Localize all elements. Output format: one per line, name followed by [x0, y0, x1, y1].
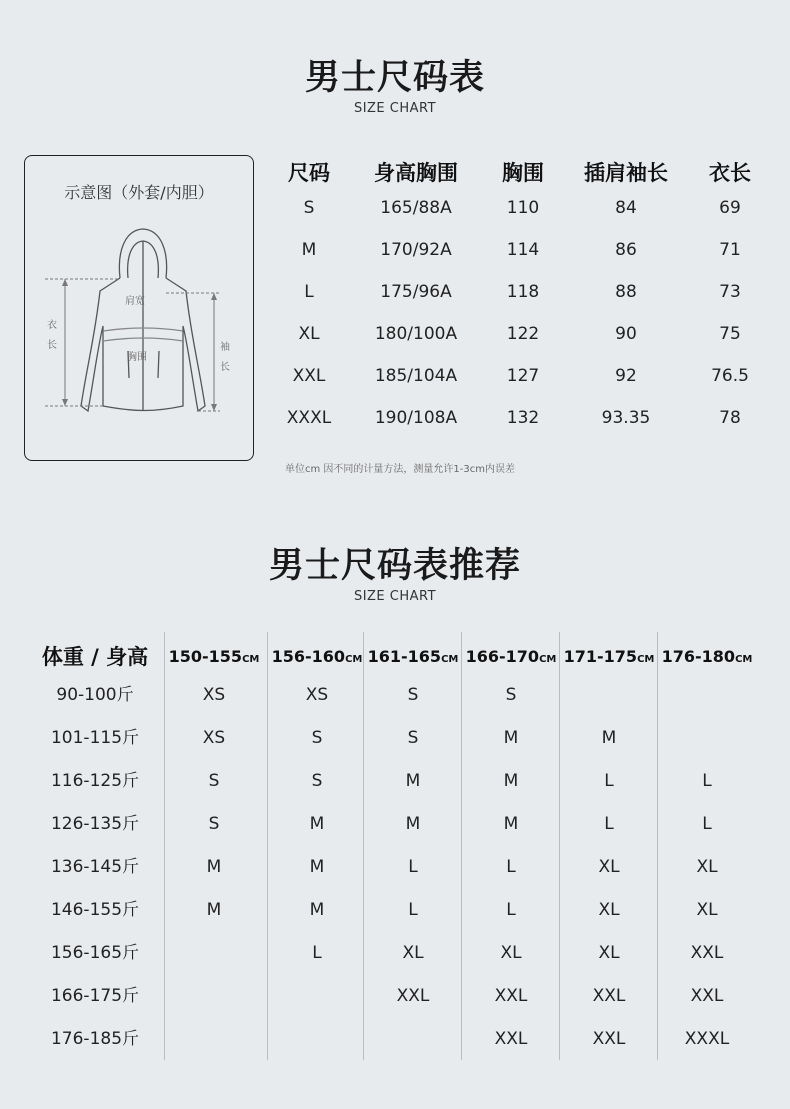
table-cell: 90 [615, 324, 637, 344]
table-cell: 118 [506, 282, 540, 302]
diagram-label: 示意图（外套/内胆） [64, 183, 214, 202]
table-cell: 73 [719, 282, 741, 302]
recommended-size-cell: L [604, 771, 614, 791]
recommended-size-cell: M [309, 857, 325, 877]
table-cell: XXL [292, 366, 326, 386]
table-cell: 170/92A [380, 240, 452, 260]
weight-range-label: 101-115斤 [50, 728, 140, 748]
recommended-size-cell [165, 938, 263, 968]
recommended-size-cell: XS [202, 685, 226, 705]
size-chart-subtitle: SIZE CHART [353, 101, 437, 116]
column-header: 胸围 [502, 161, 544, 185]
height-unit: CM [539, 654, 557, 665]
table-cell: 180/100A [374, 324, 458, 344]
size-recommendation-grid [0, 632, 790, 1062]
table-row [258, 313, 790, 355]
table-row [258, 355, 790, 397]
height-range-header [165, 642, 263, 672]
table-cell: L [304, 282, 314, 302]
weight-range-label: 126-135斤 [50, 814, 140, 834]
recommended-size-cell [658, 680, 756, 710]
height-unit: CM [441, 654, 459, 665]
weight-range-label: 176-185斤 [50, 1029, 140, 1049]
height-range-header [268, 642, 366, 672]
recommended-size-cell: S [311, 771, 323, 791]
jacket-illustration [25, 156, 255, 462]
table-cell: 110 [506, 198, 540, 218]
recommend-title: 男士尺码表推荐 [268, 546, 521, 586]
recommend-subtitle: SIZE CHART [353, 589, 437, 604]
recommended-size-cell [165, 1024, 263, 1054]
height-range-value: 166-170 [465, 647, 540, 666]
recommended-size-cell: XL [598, 857, 620, 877]
table-cell: 76.5 [711, 366, 749, 386]
recommended-size-cell: XL [500, 943, 522, 963]
height-range-header [462, 642, 560, 672]
recommended-size-cell: M [405, 814, 421, 834]
recommended-size-cell: M [503, 814, 519, 834]
height-unit: CM [735, 654, 753, 665]
table-cell: 114 [506, 240, 540, 260]
table-cell: 86 [615, 240, 637, 260]
recommended-size-cell: L [702, 771, 712, 791]
recommended-size-cell: M [309, 814, 325, 834]
recommended-size-cell: L [702, 814, 712, 834]
recommended-size-cell: XL [598, 900, 620, 920]
chest-label: 胸围 [127, 352, 147, 363]
height-range-value: 176-180 [661, 647, 736, 666]
height-range-header [364, 642, 462, 672]
recommended-size-cell: L [506, 900, 516, 920]
recommended-size-cell: XL [402, 943, 424, 963]
recommended-size-cell: S [311, 728, 323, 748]
height-range-value: 161-165 [367, 647, 442, 666]
table-cell: 84 [615, 198, 637, 218]
height-unit: CM [345, 654, 363, 665]
recommended-size-cell [364, 1024, 462, 1054]
table-cell: 122 [506, 324, 540, 344]
recommended-size-cell [658, 723, 756, 753]
shoulder-width-label: 肩宽 [125, 296, 145, 307]
recommended-size-cell: XXXL [684, 1029, 730, 1049]
height-range-value: 150-155 [168, 647, 243, 666]
table-cell: 93.35 [601, 408, 651, 428]
recommended-size-cell: XL [696, 900, 718, 920]
recommended-size-cell [165, 981, 263, 1011]
recommended-size-cell: XXL [592, 986, 626, 1006]
length-label: 衣长 [47, 320, 57, 351]
height-range-value: 156-160 [271, 647, 346, 666]
height-unit: CM [242, 654, 260, 665]
table-cell: 88 [615, 282, 637, 302]
table-row [258, 229, 790, 271]
recommended-size-cell: XXL [494, 1029, 528, 1049]
weight-range-label: 166-175斤 [50, 986, 140, 1006]
recommended-size-cell: XXL [690, 943, 724, 963]
weight-range-label: 116-125斤 [50, 771, 140, 791]
recommended-size-cell: XXL [690, 986, 724, 1006]
recommended-size-cell: S [208, 771, 220, 791]
table-cell: 132 [506, 408, 540, 428]
grid-corner-label: 体重 / 身高 [41, 645, 149, 669]
table-cell: 175/96A [380, 282, 452, 302]
table-cell: 71 [719, 240, 741, 260]
column-header: 尺码 [288, 161, 330, 185]
recommended-size-cell: L [506, 857, 516, 877]
recommended-size-cell: XL [598, 943, 620, 963]
table-cell: XXXL [286, 408, 332, 428]
height-range-header [658, 642, 756, 672]
height-range-header [560, 642, 658, 672]
weight-range-label: 90-100斤 [56, 685, 134, 705]
table-cell: S [303, 198, 315, 218]
recommended-size-cell [268, 1024, 366, 1054]
recommended-size-cell: S [208, 814, 220, 834]
recommended-size-cell: L [312, 943, 322, 963]
recommended-size-cell: M [206, 900, 222, 920]
recommended-size-cell: XXL [494, 986, 528, 1006]
recommended-size-cell: XS [202, 728, 226, 748]
recommended-size-cell: M [601, 728, 617, 748]
recommended-size-cell: M [503, 771, 519, 791]
height-range-value: 171-175 [563, 647, 638, 666]
recommended-size-cell [268, 981, 366, 1011]
table-cell: 165/88A [380, 198, 452, 218]
recommended-size-cell: XXL [396, 986, 430, 1006]
recommended-size-cell: M [206, 857, 222, 877]
measurement-note: 单位cm 因不同的计量方法，测量允许1-3cm内误差 [285, 464, 515, 475]
recommended-size-cell: L [408, 857, 418, 877]
recommended-size-cell: M [309, 900, 325, 920]
recommended-size-cell: L [408, 900, 418, 920]
recommended-size-cell [560, 680, 658, 710]
recommended-size-cell: XXL [592, 1029, 626, 1049]
recommended-size-cell: S [505, 685, 517, 705]
recommended-size-cell: S [407, 685, 419, 705]
recommended-size-cell: L [604, 814, 614, 834]
table-cell: 127 [506, 366, 540, 386]
weight-range-label: 146-155斤 [50, 900, 140, 920]
recommended-size-cell: M [405, 771, 421, 791]
recommended-size-cell: S [407, 728, 419, 748]
jacket-diagram [24, 155, 254, 461]
table-cell: XL [298, 324, 320, 344]
size-chart-title: 男士尺码表 [304, 58, 485, 98]
table-row [258, 187, 790, 229]
table-row [258, 271, 790, 313]
table-row [258, 397, 790, 439]
sleeve-length-label: 袖长 [220, 342, 230, 373]
table-cell: 75 [719, 324, 741, 344]
column-header: 插肩袖长 [584, 161, 668, 185]
weight-range-label: 136-145斤 [50, 857, 140, 877]
table-cell: 78 [719, 408, 741, 428]
column-header: 衣长 [709, 161, 751, 185]
table-cell: M [301, 240, 317, 260]
table-cell: 69 [719, 198, 741, 218]
height-unit: CM [637, 654, 655, 665]
weight-range-label: 156-165斤 [50, 943, 140, 963]
table-cell: 92 [615, 366, 637, 386]
table-cell: 190/108A [374, 408, 458, 428]
table-cell: 185/104A [374, 366, 458, 386]
recommended-size-cell: XL [696, 857, 718, 877]
recommended-size-cell: M [503, 728, 519, 748]
recommended-size-cell: XS [305, 685, 329, 705]
column-header: 身高胸围 [374, 161, 458, 185]
